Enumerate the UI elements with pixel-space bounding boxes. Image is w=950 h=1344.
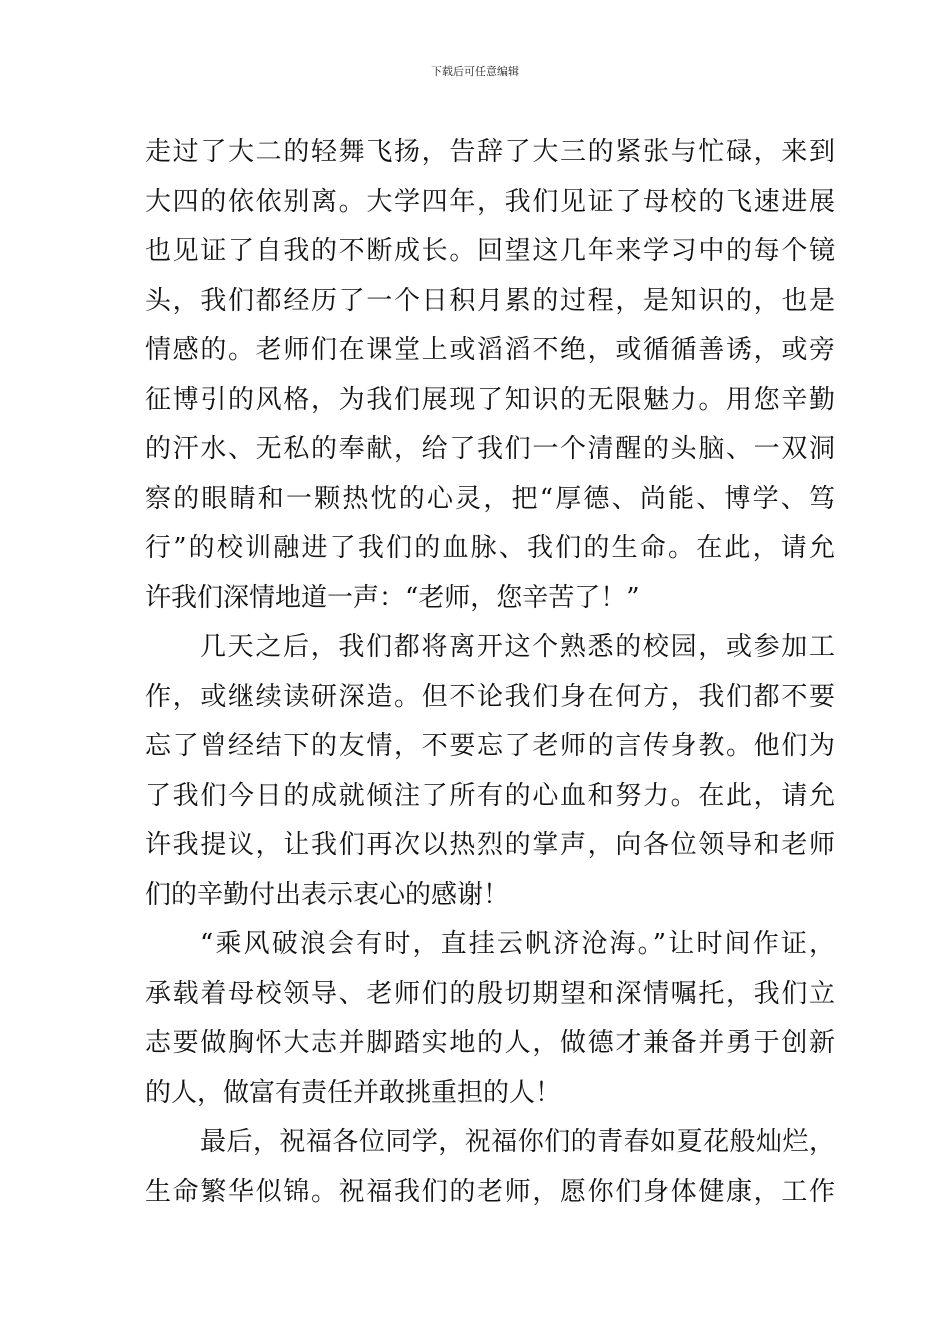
paragraph-line: 生命繁华似锦。祝福我们的老师，愿你们身体健康，工作 <box>145 1176 835 1207</box>
paragraph-line: 走过了大二的轻舞飞扬，告辞了大三的紧张与忙碌，来到 <box>145 137 835 167</box>
paragraph-line: 许我提议，让我们再次以热烈的掌声，向各位领导和老师 <box>145 830 835 860</box>
paragraph-line: 最后，祝福各位同学，祝福你们的青春如夏花般灿烂， <box>200 1127 835 1157</box>
paragraph-line: 也见证了自我的不断成长。回望这几年来学习中的每个镜 <box>145 236 835 266</box>
paragraph-line: 头，我们都经历了一个日积月累的过程，是知识的，也是 <box>145 285 835 316</box>
paragraph-line: 忘了曾经结下的友情，不要忘了老师的言传身教。他们为 <box>145 731 835 761</box>
paragraph-line: 的人，做富有责任并敢挑重担的人！ <box>145 1077 562 1108</box>
body-text <box>145 128 835 1217</box>
paragraph-line: 作，或继续读研深造。但不论我们身在何方，我们都不要 <box>145 681 835 712</box>
paragraph-line: 许我们深情地道一声：“老师，您辛苦了！” <box>145 582 640 613</box>
paragraph-line: 情感的。老师们在课堂上或滔滔不绝，或循循善诱，或旁 <box>145 335 835 365</box>
paragraph-line: “乘风破浪会有时，直挂云帆济沧海。”让时间作证， <box>200 929 835 959</box>
paragraph-line: 行”的校训融进了我们的血脉、我们的生命。在此，请允 <box>145 533 835 563</box>
page-header-note: 下载后可任意编辑 <box>431 65 519 78</box>
paragraph-line: 几天之后，我们都将离开这个熟悉的校园，或参加工 <box>200 632 835 662</box>
paragraph-line: 们的辛勤付出表示衷心的感谢！ <box>145 879 510 910</box>
paragraph-line: 征博引的风格，为我们展现了知识的无限魅力。用您辛勤 <box>145 384 835 415</box>
paragraph-line: 大四的依依别离。大学四年，我们见证了母校的飞速进展 <box>145 186 835 217</box>
paragraph-line: 了我们今日的成就倾注了所有的心血和努力。在此，请允 <box>145 780 835 811</box>
paragraph-line: 察的眼睛和一颗热忱的心灵，把“厚德、尚能、博学、笃 <box>145 483 835 514</box>
paragraph-line: 志要做胸怀大志并脚踏实地的人，做德才兼备并勇于创新 <box>145 1028 835 1058</box>
paragraph-line: 的汗水、无私的奉献，给了我们一个清醒的头脑、一双洞 <box>145 434 835 464</box>
paragraph-line: 承载着母校领导、老师们的殷切期望和深情嘱托，我们立 <box>145 978 835 1009</box>
